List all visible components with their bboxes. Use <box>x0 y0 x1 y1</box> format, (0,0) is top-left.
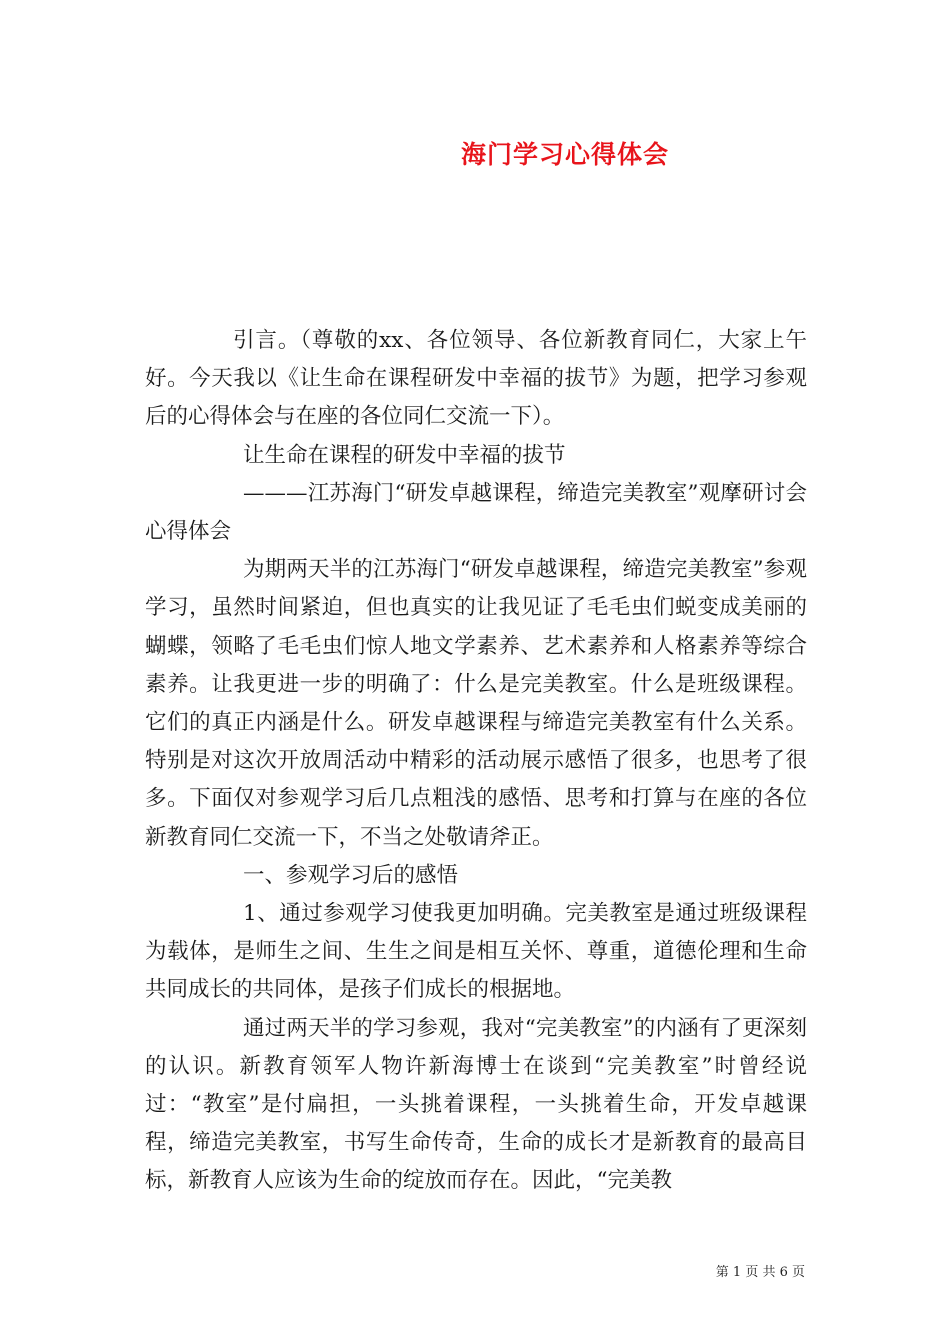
page-footer: 第 1 页 共 6 页 <box>715 1265 805 1280</box>
paragraph-subtitle-dash: ———江苏海门“研发卓越课程，缔造完美教室”观摩研讨会心得体会 <box>145 480 807 545</box>
paragraph-main: 为期两天半的江苏海门“研发卓越课程，缔造完美教室”参观学习，虽然时间紧迫，但也真实的让我见证了毛毛虫们蜕变成美丽的蝴蝶，领略了毛毛虫们惊人地文学素养、艺术素养和人格素养等综合素养。让我更进一步的明确了：什么是完美教室。什么是班级课程。它们的真正内涵是什么。研发卓越课程与缔造完美教室有什么关系。特别是对这次开放周活动中精彩的活动展示感悟了很多，也思考了很多。下面仅对参观学习后几点粗浅的感悟、思考和打算与在座的各位新教育同仁交流一下，不当之处敬请斧正。 <box>145 557 807 850</box>
section-heading: 一、参观学习后的感悟 <box>243 862 459 888</box>
document-body <box>145 322 807 1201</box>
paragraph-intro: 引言。（尊敬的xx、各位领导、各位新教育同仁，大家上午好。今天我以《让生命在课程研发中幸福的拔节》为题，把学习参观后的心得体会与在座的各位同仁交流一下）。 <box>145 328 807 430</box>
paragraph-point-1: 1、通过参观学习使我更加明确。完美教室是通过班级课程为载体，是师生之间、生生之间是相互关怀、尊重，道德伦理和生命共同成长的共同体，是孩子们成长的根据地。 <box>145 901 807 1003</box>
paragraph-continued: 通过两天半的学习参观，我对“完美教室”的内涵有了更深刻的认识。新教育领军人物许新海博士在谈到“完美教室”时曾经说过：“教室”是付扁担，一头挑着课程，一头挑着生命，开发卓越课程，缔造完美教室，书写生命传奇，生命的成长才是新教育的最高目标，新教育人应该为生命的绽放而存在。因此，“完美教 <box>145 1015 807 1194</box>
document-title: 海门学习心得体会 <box>460 140 669 169</box>
paragraph-subtitle: 让生命在课程的研发中幸福的拔节 <box>243 442 566 468</box>
